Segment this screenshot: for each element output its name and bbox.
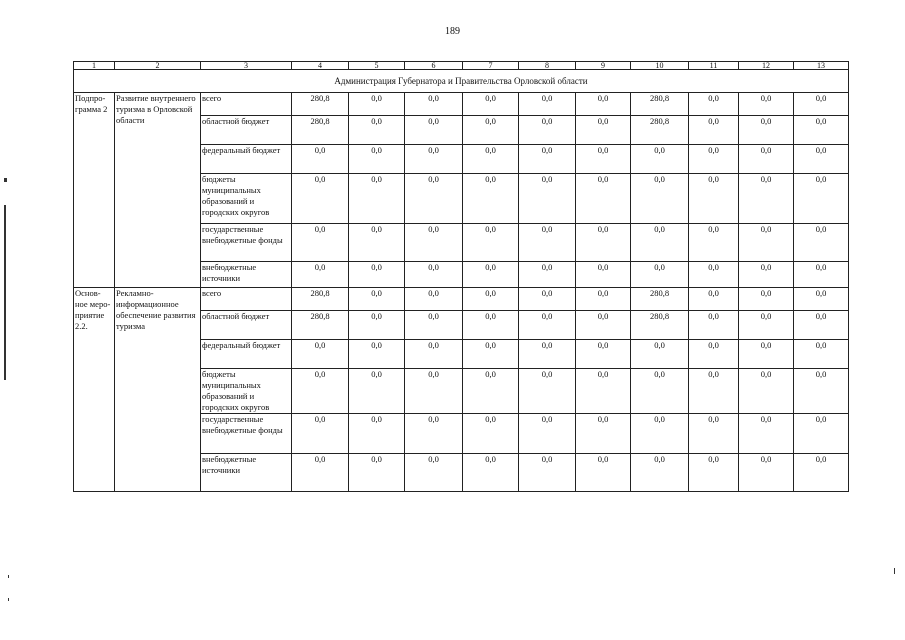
column-number: 2 [115, 62, 201, 70]
value-cell: 0,0 [576, 288, 631, 311]
value-cell: 0,0 [689, 174, 739, 224]
value-cell: 280,8 [631, 311, 689, 340]
column-number: 12 [739, 62, 794, 70]
value-cell: 0,0 [463, 116, 519, 145]
value-cell: 0,0 [463, 224, 519, 262]
value-cell: 0,0 [349, 340, 405, 369]
value-cell: 0,0 [463, 340, 519, 369]
value-cell: 0,0 [794, 414, 849, 454]
value-cell: 280,8 [292, 311, 349, 340]
value-cell: 0,0 [349, 311, 405, 340]
value-cell: 0,0 [689, 224, 739, 262]
value-cell: 0,0 [689, 116, 739, 145]
value-cell: 0,0 [739, 224, 794, 262]
value-cell: 0,0 [519, 369, 576, 414]
funding-source: федеральный бюджет [201, 145, 292, 174]
value-cell: 0,0 [794, 262, 849, 288]
value-cell: 0,0 [349, 369, 405, 414]
value-cell: 0,0 [405, 311, 463, 340]
value-cell: 0,0 [576, 340, 631, 369]
value-cell: 0,0 [349, 454, 405, 492]
value-cell: 0,0 [739, 262, 794, 288]
section-name: Рекламно-информационное обеспечение развития туризма [115, 288, 201, 492]
value-cell: 0,0 [519, 414, 576, 454]
value-cell: 0,0 [794, 311, 849, 340]
value-cell: 0,0 [349, 93, 405, 116]
value-cell: 0,0 [405, 262, 463, 288]
value-cell: 280,8 [292, 116, 349, 145]
value-cell: 0,0 [349, 174, 405, 224]
value-cell: 0,0 [463, 369, 519, 414]
column-number: 11 [689, 62, 739, 70]
funding-source: федеральный бюджет [201, 340, 292, 369]
value-cell: 0,0 [463, 311, 519, 340]
value-cell: 0,0 [631, 369, 689, 414]
column-number-row [74, 62, 849, 70]
value-cell: 0,0 [519, 340, 576, 369]
value-cell: 0,0 [794, 174, 849, 224]
funding-source: областной бюджет [201, 116, 292, 145]
value-cell: 0,0 [405, 174, 463, 224]
table-row [74, 288, 849, 311]
value-cell: 280,8 [292, 288, 349, 311]
funding-source: бюджеты муниципальных образований и городских округов [201, 369, 292, 414]
value-cell: 0,0 [405, 454, 463, 492]
column-number: 10 [631, 62, 689, 70]
value-cell: 0,0 [519, 116, 576, 145]
value-cell: 0,0 [739, 414, 794, 454]
value-cell: 0,0 [739, 116, 794, 145]
value-cell: 0,0 [292, 145, 349, 174]
value-cell: 0,0 [463, 288, 519, 311]
value-cell: 0,0 [576, 414, 631, 454]
value-cell: 0,0 [689, 369, 739, 414]
funding-source: всего [201, 288, 292, 311]
section-name: Развитие внутреннего туризма в Орловской области [115, 93, 201, 288]
value-cell: 0,0 [739, 93, 794, 116]
value-cell: 0,0 [631, 454, 689, 492]
value-cell: 0,0 [631, 145, 689, 174]
value-cell: 0,0 [689, 414, 739, 454]
value-cell: 0,0 [519, 311, 576, 340]
value-cell: 0,0 [631, 262, 689, 288]
value-cell: 280,8 [631, 116, 689, 145]
value-cell: 0,0 [576, 454, 631, 492]
value-cell: 0,0 [689, 93, 739, 116]
column-number: 3 [201, 62, 292, 70]
funding-source: внебюджетные источники [201, 262, 292, 288]
value-cell: 0,0 [689, 340, 739, 369]
scan-artifact [4, 178, 7, 182]
funding-source: бюджеты муниципальных образований и городских округов [201, 174, 292, 224]
column-number: 13 [794, 62, 849, 70]
table-row [74, 93, 849, 116]
value-cell: 0,0 [689, 145, 739, 174]
value-cell: 0,0 [519, 288, 576, 311]
value-cell: 0,0 [349, 224, 405, 262]
value-cell: 0,0 [631, 340, 689, 369]
value-cell: 0,0 [794, 224, 849, 262]
funding-source: областной бюджет [201, 311, 292, 340]
value-cell: 0,0 [519, 174, 576, 224]
value-cell: 0,0 [739, 145, 794, 174]
value-cell: 0,0 [519, 262, 576, 288]
value-cell: 0,0 [576, 224, 631, 262]
value-cell: 0,0 [349, 116, 405, 145]
value-cell: 0,0 [576, 93, 631, 116]
value-cell: 0,0 [405, 369, 463, 414]
value-cell: 0,0 [631, 174, 689, 224]
column-number: 9 [576, 62, 631, 70]
value-cell: 280,8 [292, 93, 349, 116]
value-cell: 0,0 [576, 311, 631, 340]
column-number: 6 [405, 62, 463, 70]
value-cell: 0,0 [405, 414, 463, 454]
organization-row [74, 70, 849, 93]
column-number: 5 [349, 62, 405, 70]
value-cell: 0,0 [794, 340, 849, 369]
value-cell: 0,0 [794, 454, 849, 492]
funding-source: всего [201, 93, 292, 116]
value-cell: 0,0 [292, 174, 349, 224]
value-cell: 0,0 [519, 145, 576, 174]
value-cell: 0,0 [689, 262, 739, 288]
value-cell: 0,0 [463, 174, 519, 224]
scan-artifact [894, 568, 895, 574]
value-cell: 0,0 [794, 116, 849, 145]
value-cell: 0,0 [405, 93, 463, 116]
value-cell: 0,0 [349, 145, 405, 174]
value-cell: 0,0 [689, 311, 739, 340]
funding-source: государственные внебюджетные фонды [201, 414, 292, 454]
value-cell: 0,0 [405, 116, 463, 145]
value-cell: 0,0 [794, 288, 849, 311]
value-cell: 0,0 [739, 369, 794, 414]
value-cell: 0,0 [576, 369, 631, 414]
value-cell: 0,0 [794, 145, 849, 174]
value-cell: 0,0 [292, 340, 349, 369]
budget-table [73, 61, 849, 492]
page-number: 189 [445, 26, 460, 37]
value-cell: 0,0 [576, 145, 631, 174]
value-cell: 0,0 [463, 145, 519, 174]
value-cell: 0,0 [519, 93, 576, 116]
value-cell: 0,0 [794, 93, 849, 116]
value-cell: 0,0 [631, 224, 689, 262]
value-cell: 0,0 [405, 340, 463, 369]
value-cell: 0,0 [576, 116, 631, 145]
column-number: 1 [74, 62, 115, 70]
value-cell: 0,0 [576, 262, 631, 288]
value-cell: 0,0 [292, 262, 349, 288]
value-cell: 0,0 [463, 414, 519, 454]
value-cell: 0,0 [794, 369, 849, 414]
value-cell: 0,0 [463, 262, 519, 288]
value-cell: 0,0 [519, 224, 576, 262]
funding-source: государственные внебюджетные фонды [201, 224, 292, 262]
value-cell: 0,0 [739, 288, 794, 311]
column-number: 8 [519, 62, 576, 70]
value-cell: 0,0 [739, 174, 794, 224]
value-cell: 0,0 [689, 288, 739, 311]
column-number: 7 [463, 62, 519, 70]
value-cell: 280,8 [631, 288, 689, 311]
organization-title: Администрация Губернатора и Правительства Орловской области [74, 70, 849, 93]
value-cell: 0,0 [349, 414, 405, 454]
value-cell: 0,0 [405, 288, 463, 311]
value-cell: 0,0 [739, 340, 794, 369]
funding-source: внебюджетные источники [201, 454, 292, 492]
scan-artifact [8, 598, 9, 601]
value-cell: 0,0 [519, 454, 576, 492]
value-cell: 0,0 [292, 369, 349, 414]
scan-artifact [8, 575, 9, 578]
value-cell: 0,0 [292, 454, 349, 492]
value-cell: 0,0 [689, 454, 739, 492]
value-cell: 0,0 [739, 311, 794, 340]
value-cell: 0,0 [463, 454, 519, 492]
value-cell: 0,0 [292, 414, 349, 454]
value-cell: 0,0 [405, 145, 463, 174]
scan-artifact [4, 205, 6, 380]
section-code: Основ-ное меро-приятие 2.2. [74, 288, 115, 492]
value-cell: 280,8 [631, 93, 689, 116]
value-cell: 0,0 [739, 454, 794, 492]
column-number: 4 [292, 62, 349, 70]
value-cell: 0,0 [349, 288, 405, 311]
section-code: Подпро-грамма 2 [74, 93, 115, 288]
value-cell: 0,0 [292, 224, 349, 262]
value-cell: 0,0 [405, 224, 463, 262]
value-cell: 0,0 [349, 262, 405, 288]
value-cell: 0,0 [631, 414, 689, 454]
value-cell: 0,0 [463, 93, 519, 116]
value-cell: 0,0 [576, 174, 631, 224]
